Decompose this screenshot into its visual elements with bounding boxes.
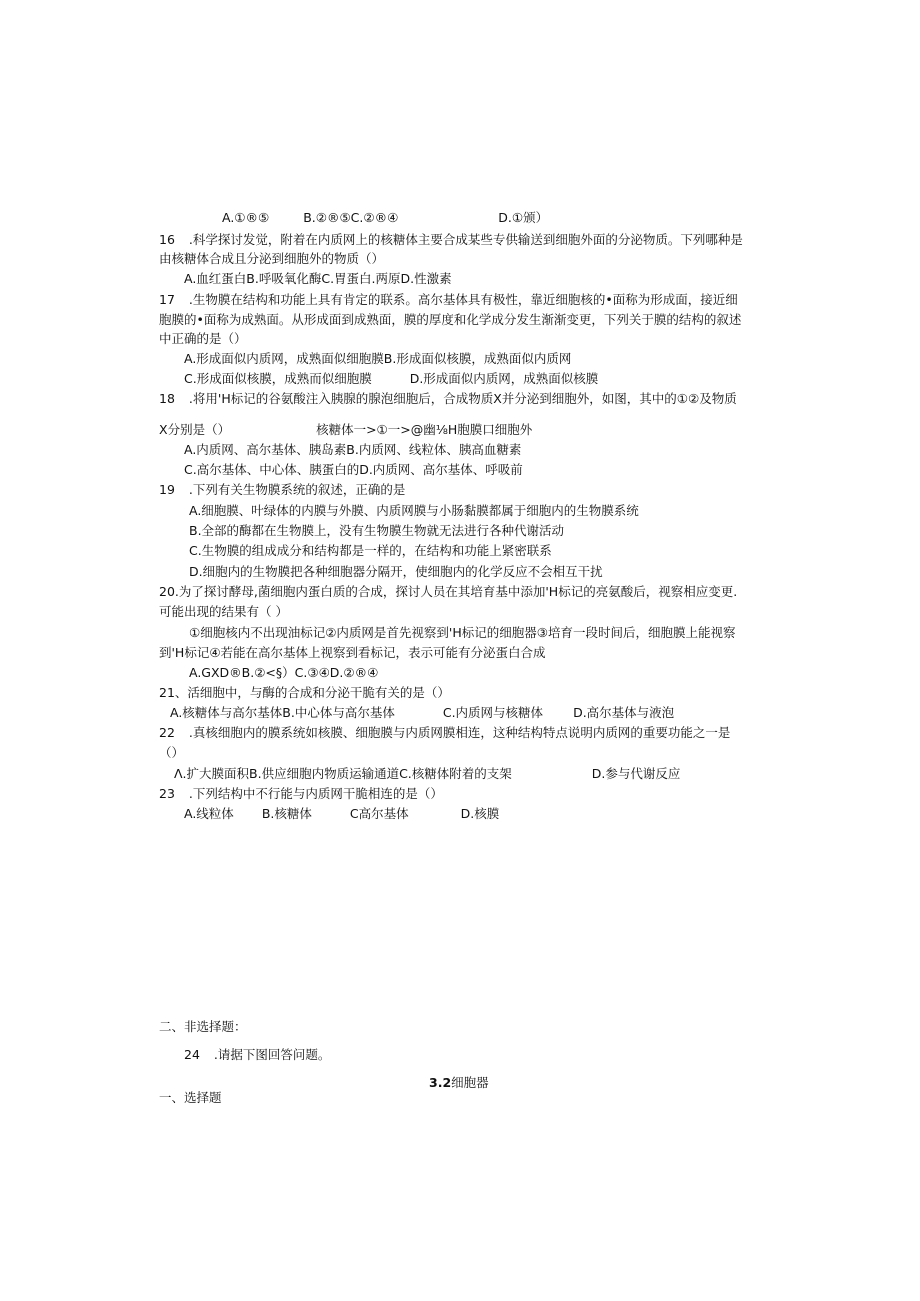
- q21-option-ab: A.核糖体与高尔基体B.中心体与高尔基体: [170, 705, 395, 720]
- q16-line-1: [159, 232, 743, 248]
- q20-line-3: ①细胞核内不出现油标记②内质网是首先视察到'H标记的细胞器③培育一段时间后，细胞膜上能视察: [189, 625, 736, 640]
- q17-line-2: 胞膜的•面称为成熟面。从形成面到成熟面，膜的厚度和化学成分发生渐渐变更，下列关于膜的结构的叙述: [159, 312, 742, 327]
- q20-line-1: 20.为了探讨酵母,菌细胞内蛋白质的合成，探讨人员在其培育基中添加'H标记的亮氨酸后，视察相应变更.: [159, 584, 738, 599]
- q23-option-b: B.核糖体: [261, 806, 312, 821]
- q16-number: 16: [159, 232, 175, 247]
- q23-text: .下列结构中不行能与内质网干脆相连的是（）: [188, 786, 443, 801]
- q18-options-cd: C.高尔基体、中心体、胰蛋白的D.内质网、高尔基体、呼吸前: [184, 462, 523, 477]
- q17-option-d: D.形成面似内质网，成熟面似核膜: [409, 371, 599, 386]
- q17-line-1: [159, 292, 738, 308]
- q15-options: [222, 210, 548, 226]
- q19-option-b: B.全部的酶都在生物膜上，没有生物膜生物就无法进行各种代谢活动: [189, 523, 565, 538]
- q18-diagram: 核糖体一>①一>@幽⅛H胞膜口细胞外: [316, 422, 533, 437]
- q22-number: 22: [159, 725, 175, 740]
- q24-text: .请据下图回答问题。: [213, 1047, 331, 1062]
- q18-line-2: [159, 422, 532, 438]
- q23-number: 23: [159, 786, 175, 801]
- q18-line-1: [159, 391, 737, 407]
- q20-line-2: 可能出现的结果有（ ）: [159, 604, 288, 619]
- chapter-name: 细胞器: [451, 1075, 489, 1090]
- q15-option-d: D.①颁）: [498, 210, 549, 225]
- q17-options-cd: [184, 371, 598, 387]
- q23-option-a: A.线粒体: [184, 806, 234, 821]
- q20-line-4: 到'H标记④若能在高尔基体上视察到看标记，表示可能有分泌蛋白合成: [159, 645, 546, 660]
- q18-text-1: .将用'H标记的谷氨酸注入胰腺的腺泡细胞后，合成物质X并分泌到细胞外，如图，其中的①②及物质: [188, 391, 737, 406]
- q22-option-d: D.参与代谢反应: [591, 766, 681, 781]
- q15-option-a: A.①®⑤: [222, 210, 270, 225]
- chapter-title: [429, 1075, 489, 1091]
- q19-option-a: A.细胞膜、叶绿体的内膜与外膜、内质网膜与小肠黏膜都属于细胞内的生物膜系统: [189, 503, 639, 518]
- q24-line: [184, 1047, 330, 1063]
- q18-text-2: X分别是（）: [159, 422, 231, 437]
- q17-option-c: C.形成面似核膜，成熟而似细胞膜: [184, 371, 372, 386]
- q16-options: A.血红蛋白B.呼吸氧化酶C.胃蛋白.两原D.性激素: [184, 271, 452, 286]
- q19-option-c: C.生物膜的组成成分和结构都是一样的，在结构和功能上紧密联系: [189, 543, 552, 558]
- q17-number: 17: [159, 292, 175, 307]
- q16-line-2: 由核糖体合成且分泌到细胞外的物质（）: [159, 251, 385, 266]
- q21-line-1: 21、活细胞中，与酶的合成和分泌干脆有关的是（）: [159, 685, 450, 700]
- q16-text-1: .科学探讨发觉，附着在内质网上的核糖体主要合成某些专供输送到细胞外面的分泌物质。下列哪种是: [188, 232, 743, 247]
- q22-line-1: [159, 725, 730, 741]
- q21-options: [170, 705, 674, 721]
- q21-option-d: D.高尔基体与液泡: [573, 705, 675, 720]
- q23-option-c: C高尔基体: [349, 806, 409, 821]
- q22-text-1: .真核细胞内的膜系统如核膜、细胞膜与内质网膜相连，这种结构特点说明内质网的重要功能之一是: [188, 725, 731, 740]
- q23-line-1: [159, 786, 443, 802]
- q15-option-bc: B.②®⑤C.②®④: [303, 210, 399, 225]
- q22-line-2: （）: [159, 745, 185, 760]
- section-non-choice-heading: 二、非选择题：: [159, 1019, 247, 1034]
- q23-options: [184, 806, 499, 822]
- q17-line-3: 中正确的是（）: [159, 331, 247, 346]
- section-choice-heading: 一、选择题: [159, 1090, 222, 1105]
- chapter-number: 3.2: [429, 1075, 452, 1090]
- q19-line-1: [159, 482, 405, 498]
- q19-text: .下列有关生物膜系统的叙述，正确的是: [188, 482, 406, 497]
- q22-options: [174, 766, 680, 782]
- q21-option-c: C.内质网与核糖体: [442, 705, 544, 720]
- q18-number: 18: [159, 391, 175, 406]
- q22-option-abc: Λ.扩大膜面积B.供应细胞内物质运输通道C.核糖体附着的支架: [174, 766, 512, 781]
- q19-number: 19: [159, 482, 175, 497]
- q20-options: A.GXD®B.②<§）C.③④D.②®④: [189, 665, 379, 680]
- q19-option-d: D.细胞内的生物膜把各种细胞器分隔开，使细胞内的化学反应不会相互干扰: [189, 564, 603, 579]
- q17-text-1: .生物膜在结构和功能上具有肯定的联系。高尔基体具有极性，靠近细胞核的•面称为形成面，接近细: [188, 292, 738, 307]
- q17-options-ab: A.形成面似内质网，成熟面似细胞膜B.形成面似核膜，成熟面似内质网: [184, 351, 572, 366]
- q18-options-ab: A.内质网、高尔基体、胰岛素B.内质网、线粒体、胰高血糖素: [184, 442, 522, 457]
- q23-option-d: D.核膜: [460, 806, 500, 821]
- q24-number: 24: [184, 1047, 200, 1062]
